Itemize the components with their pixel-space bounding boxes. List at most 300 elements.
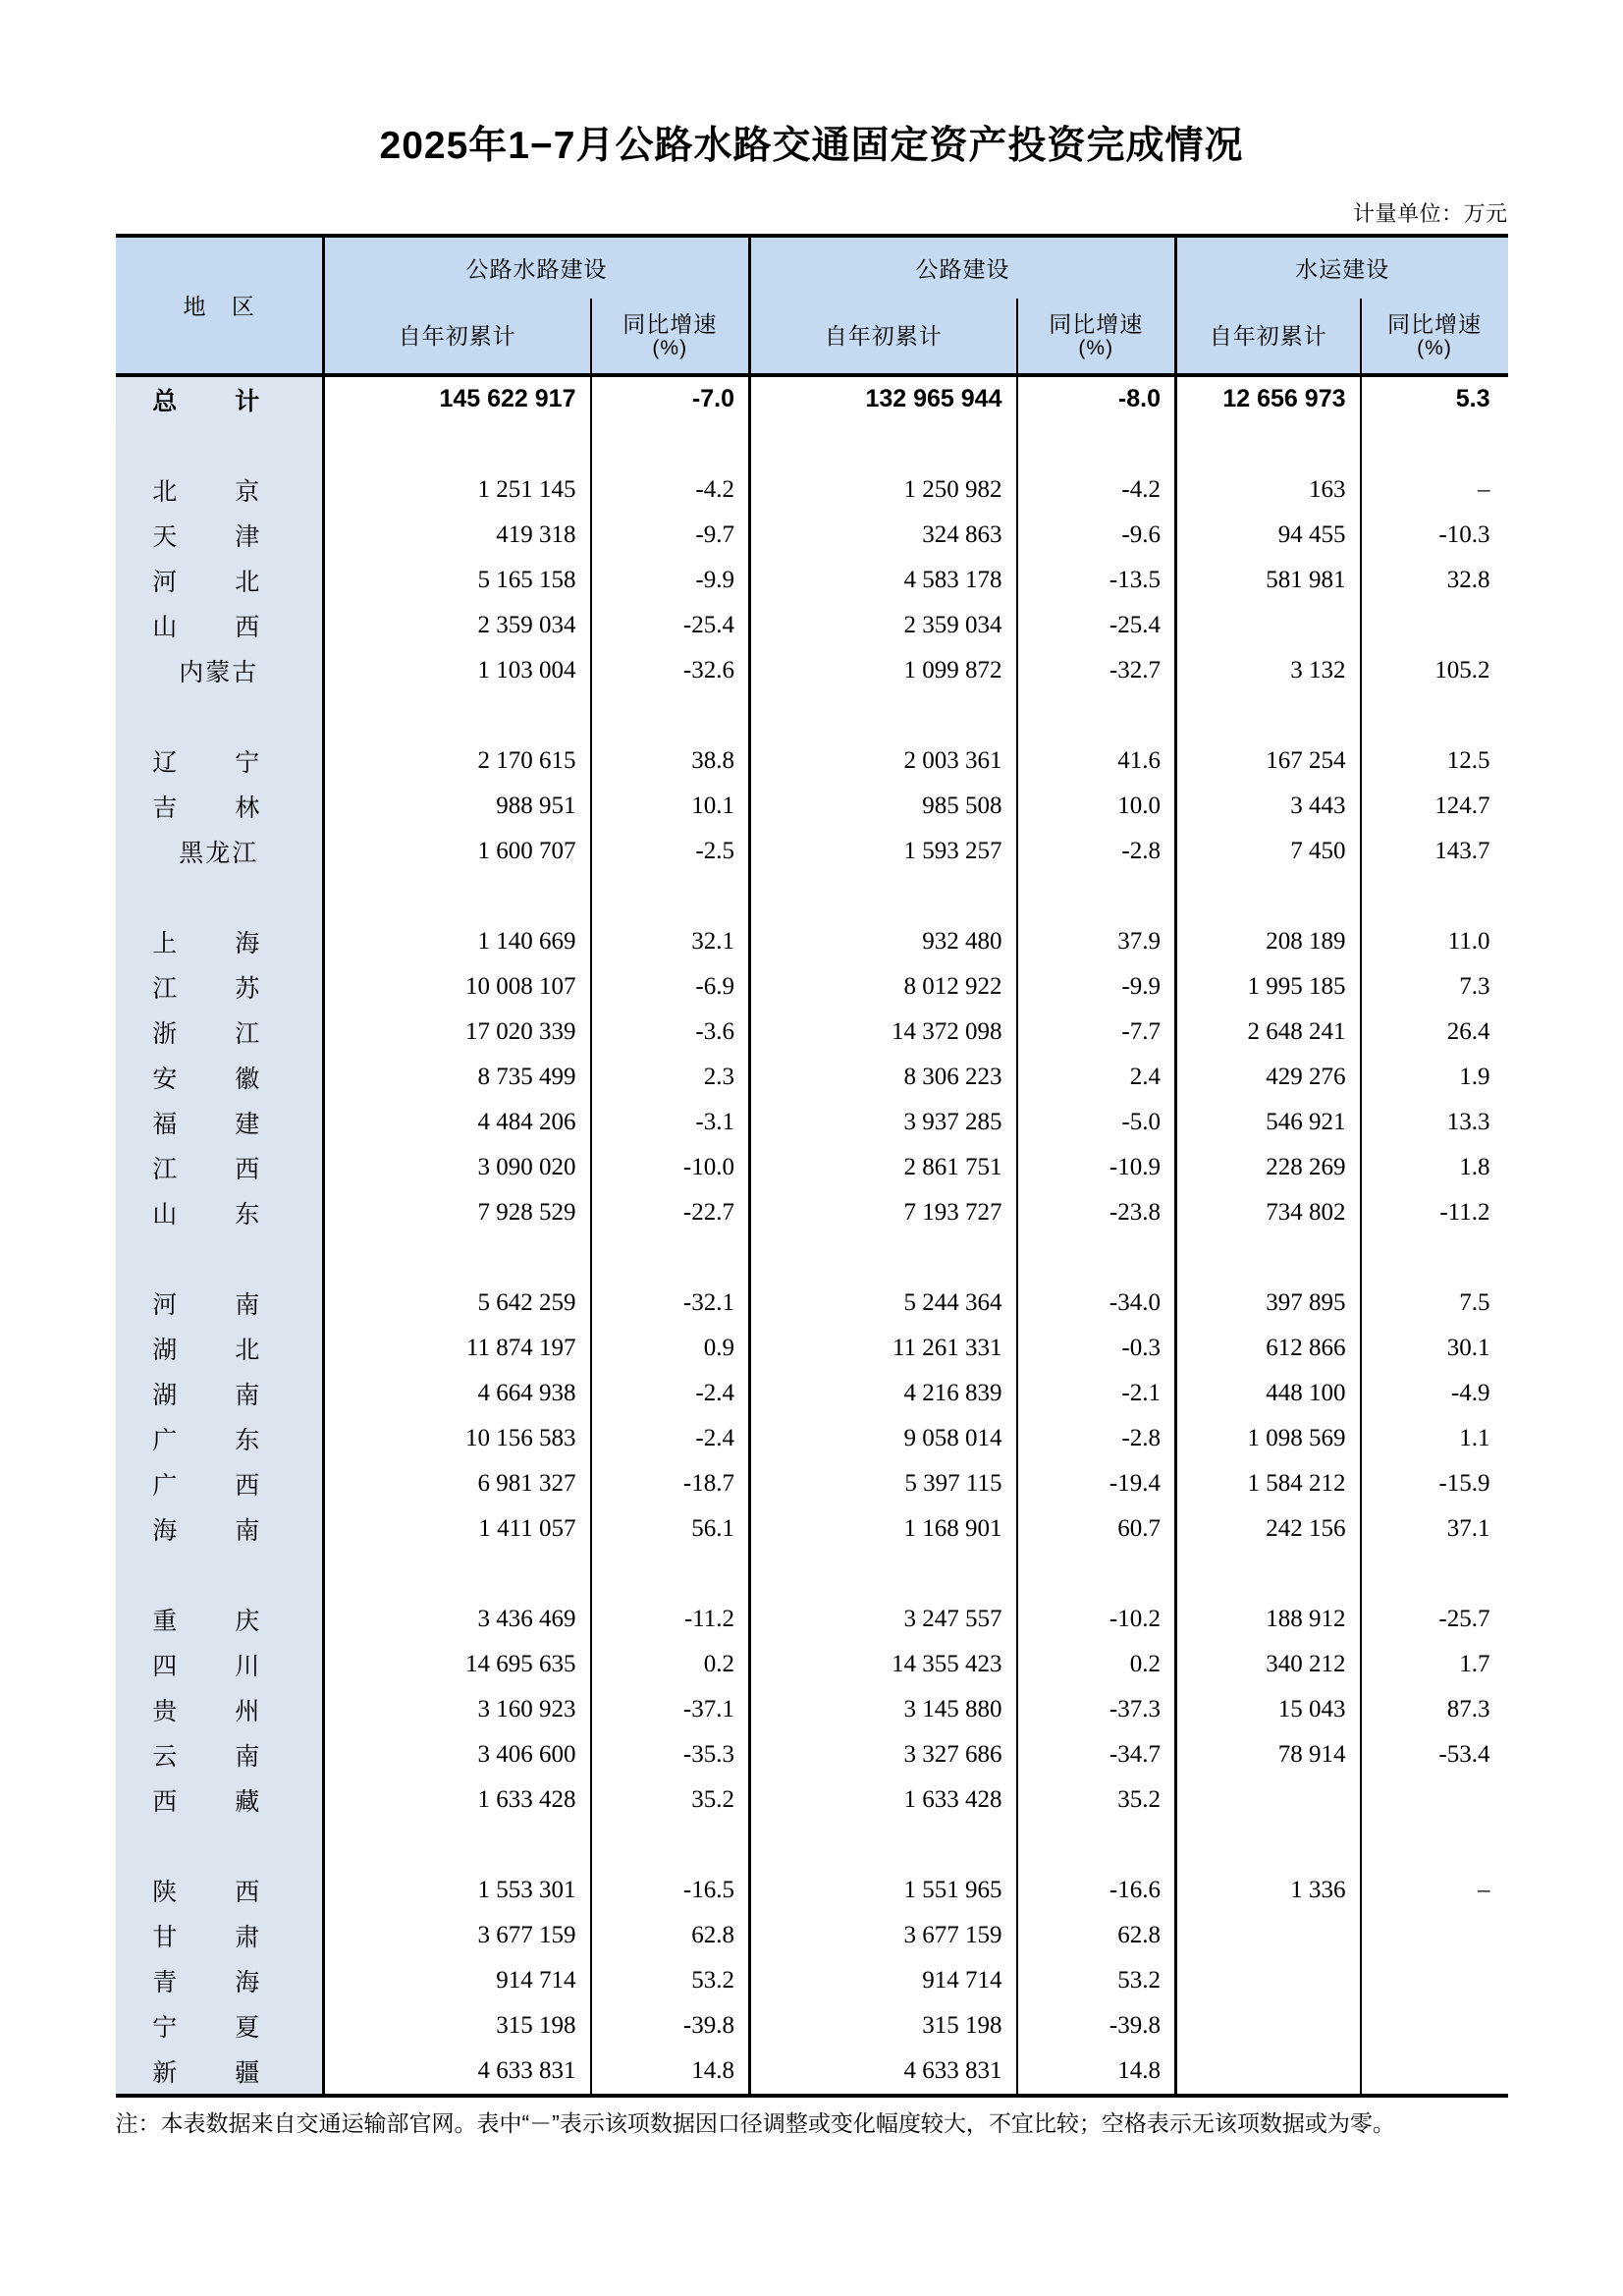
cell-hw-cumulative: 988 951: [324, 784, 591, 829]
table-row: [116, 919, 1508, 964]
table-row: [116, 1010, 1508, 1055]
cell-hw-growth: -3.1: [591, 1100, 750, 1145]
cell-wt-growth: 105.2: [1434, 656, 1490, 683]
cell-hy-growth: -25.4: [1017, 603, 1176, 648]
cell-hy-growth: 2.4: [1017, 1055, 1176, 1100]
cell-hw-growth: -39.8: [591, 2003, 750, 2049]
cell-hy-cumulative: 4 633 831: [750, 2049, 1017, 2096]
table-row: [116, 1506, 1508, 1552]
region-cell: [116, 2003, 324, 2049]
region-label: 贵 州: [152, 1697, 286, 1725]
cell-hw-growth: -11.2: [591, 1597, 750, 1642]
cell-hy-cumulative: 132 965 944: [750, 375, 1017, 422]
cell-hy-growth: -10.9: [1017, 1145, 1176, 1190]
cell-wt-cumulative: 15 043: [1176, 1687, 1361, 1732]
table-header: [116, 236, 1508, 375]
table-row: [116, 467, 1508, 513]
cell-hy-growth: -2.1: [1017, 1371, 1176, 1416]
table-row: [116, 603, 1508, 648]
cell-wt-growth: [1361, 1913, 1508, 1958]
cell-hw-growth: -4.2: [591, 467, 750, 513]
table-row: [116, 2049, 1508, 2096]
table-row: [116, 2003, 1508, 2049]
region-cell: [116, 1416, 324, 1461]
cell-hy-growth: 62.8: [1017, 1913, 1176, 1958]
region-cell: [116, 693, 324, 738]
region-cell: [116, 1597, 324, 1642]
region-label: 天 津: [152, 522, 286, 551]
cell-hw-cumulative: 14 695 635: [324, 1642, 591, 1687]
cell-wt-cumulative: 12 656 973: [1176, 375, 1361, 422]
cell-wt-growth: 30.1: [1446, 1334, 1490, 1361]
region-cell: [116, 1326, 324, 1371]
cell-hw-cumulative: 315 198: [324, 2003, 591, 2049]
spacer-cell: [324, 693, 591, 738]
spacer-cell: [1176, 693, 1361, 738]
spacer-cell: [1176, 422, 1361, 467]
cell-hw-growth: -16.5: [591, 1868, 750, 1913]
region-cell: [116, 1055, 324, 1100]
spacer-cell: [324, 1552, 591, 1597]
spacer-cell: [591, 1552, 750, 1597]
region-cell: [116, 738, 324, 784]
cell-wt-cumulative: 429 276: [1176, 1055, 1361, 1100]
region-cell: [116, 1642, 324, 1687]
table-row: [116, 829, 1508, 874]
cell-hy-cumulative: 3 145 880: [750, 1687, 1017, 1732]
group-header-waterway: 水运建设: [1176, 236, 1508, 299]
cell-hy-growth: -5.0: [1017, 1100, 1176, 1145]
cell-hw-growth: 14.8: [591, 2049, 750, 2096]
cell-wt-growth: –: [1478, 1876, 1490, 1903]
subheader-wt-growth-label: 同比增速: [1387, 310, 1482, 337]
cell-hy-growth: -10.2: [1017, 1597, 1176, 1642]
cell-hy-growth: 60.7: [1017, 1506, 1176, 1552]
subheader-hy-growth: [1017, 299, 1176, 375]
cell-hy-cumulative: 2 359 034: [750, 603, 1017, 648]
cell-hw-growth: 0.9: [591, 1326, 750, 1371]
cell-hw-growth: -25.4: [591, 603, 750, 648]
region-label: 内蒙古: [179, 658, 259, 686]
cell-wt-cumulative: 1 584 212: [1176, 1461, 1361, 1506]
subheader-wt-growth-unit: (%): [1417, 337, 1452, 360]
cell-hy-growth: 14.8: [1017, 2049, 1176, 2096]
table-row: [116, 964, 1508, 1010]
cell-hw-growth: -6.9: [591, 964, 750, 1010]
subheader-hy-growth-label: 同比增速: [1049, 310, 1144, 337]
cell-hw-cumulative: 17 020 339: [324, 1010, 591, 1055]
cell-hw-cumulative: 3 677 159: [324, 1913, 591, 1958]
cell-hy-growth: 53.2: [1017, 1958, 1176, 2003]
cell-hw-cumulative: 4 484 206: [324, 1100, 591, 1145]
spacer-cell: [591, 693, 750, 738]
spacer-row: [116, 1823, 1508, 1868]
cell-hw-cumulative: 145 622 917: [324, 375, 591, 422]
cell-wt-cumulative: 78 914: [1176, 1732, 1361, 1777]
spacer-cell: [750, 1235, 1017, 1281]
cell-wt-cumulative: 2 648 241: [1176, 1010, 1361, 1055]
cell-hy-cumulative: 1 250 982: [750, 467, 1017, 513]
table-row: [116, 738, 1508, 784]
cell-wt-growth: –: [1478, 475, 1490, 503]
cell-wt-cumulative: 163: [1176, 467, 1361, 513]
spacer-cell: [1176, 1823, 1361, 1868]
cell-hy-growth: -8.0: [1017, 375, 1176, 422]
cell-hw-growth: 38.8: [591, 738, 750, 784]
cell-hy-growth: -0.3: [1017, 1326, 1176, 1371]
region-label: 青 海: [152, 1968, 286, 1996]
cell-hy-growth: 37.9: [1017, 919, 1176, 964]
spacer-cell: [1017, 422, 1176, 467]
region-label: 北 京: [152, 477, 286, 506]
cell-hy-cumulative: 4 583 178: [750, 558, 1017, 603]
cell-wt-growth: 5.3: [1361, 375, 1508, 422]
cell-hw-growth: -7.0: [591, 375, 750, 422]
cell-wt-growth: [1361, 603, 1508, 648]
cell-hy-growth: -34.7: [1017, 1732, 1176, 1777]
spacer-cell: [1361, 693, 1508, 738]
spacer-cell: [1361, 874, 1508, 919]
region-label: 甘 肃: [152, 1923, 286, 1951]
subheader-wt-cumulative: 自年初累计: [1176, 299, 1361, 375]
cell-hy-cumulative: 1 168 901: [750, 1506, 1017, 1552]
table-row: [116, 1913, 1508, 1958]
region-label: 陕 西: [152, 1878, 286, 1906]
region-cell: [116, 558, 324, 603]
table-row: [116, 784, 1508, 829]
cell-hw-cumulative: 10 156 583: [324, 1416, 591, 1461]
cell-wt-growth: 1.1: [1459, 1424, 1490, 1451]
cell-hw-cumulative: 1 140 669: [324, 919, 591, 964]
subheader-hw-growth-label: 同比增速: [622, 310, 718, 337]
cell-wt-growth: [1361, 1777, 1508, 1823]
spacer-cell: [1361, 422, 1508, 467]
cell-hy-cumulative: 5 244 364: [750, 1281, 1017, 1326]
region-label: 吉 林: [152, 793, 286, 822]
region-label: 安 徽: [152, 1065, 286, 1093]
cell-hy-cumulative: 5 397 115: [750, 1461, 1017, 1506]
cell-hw-cumulative: 3 160 923: [324, 1687, 591, 1732]
cell-wt-growth: 124.7: [1434, 792, 1490, 819]
cell-wt-cumulative: 1 336: [1176, 1868, 1361, 1913]
subheader-hy-cumulative: 自年初累计: [750, 299, 1017, 375]
spacer-cell: [1361, 1552, 1508, 1597]
region-cell: [116, 1958, 324, 2003]
subheader-hw-cumulative: 自年初累计: [324, 299, 591, 375]
cell-wt-cumulative: [1176, 1777, 1361, 1823]
region-label: 山 东: [152, 1200, 286, 1229]
cell-wt-growth: 13.3: [1446, 1108, 1490, 1135]
cell-hy-growth: -9.6: [1017, 513, 1176, 558]
cell-hw-cumulative: 914 714: [324, 1958, 591, 2003]
region-cell: [116, 964, 324, 1010]
spacer-cell: [324, 1235, 591, 1281]
cell-hy-cumulative: 914 714: [750, 1958, 1017, 2003]
region-cell: [116, 874, 324, 919]
cell-hy-growth: -2.8: [1017, 1416, 1176, 1461]
cell-wt-growth: -4.9: [1450, 1379, 1490, 1406]
table-row: [116, 1055, 1508, 1100]
cell-hw-growth: 35.2: [591, 1777, 750, 1823]
region-cell: [116, 513, 324, 558]
region-cell: [116, 1732, 324, 1777]
table-row: [116, 648, 1508, 693]
table-row: [116, 375, 1508, 422]
spacer-cell: [324, 874, 591, 919]
cell-hw-growth: -2.4: [591, 1416, 750, 1461]
region-label: 宁 夏: [152, 2013, 286, 2042]
cell-hy-growth: -13.5: [1017, 558, 1176, 603]
table-row: [116, 558, 1508, 603]
cell-hy-cumulative: 11 261 331: [750, 1326, 1017, 1371]
cell-hw-growth: -9.9: [591, 558, 750, 603]
cell-hy-cumulative: 14 372 098: [750, 1010, 1017, 1055]
cell-wt-growth: 87.3: [1446, 1695, 1490, 1722]
region-cell: [116, 1461, 324, 1506]
cell-wt-growth: -15.9: [1438, 1469, 1490, 1497]
spacer-cell: [1017, 693, 1176, 738]
spacer-cell: [591, 874, 750, 919]
cell-hy-cumulative: 9 058 014: [750, 1416, 1017, 1461]
cell-hy-cumulative: 985 508: [750, 784, 1017, 829]
region-label: 重 庆: [152, 1607, 286, 1635]
region-label: 山 西: [152, 613, 286, 641]
region-label: 四 川: [152, 1652, 286, 1680]
region-label: 辽 宁: [152, 748, 286, 777]
cell-wt-growth: 11.0: [1447, 927, 1490, 955]
group-header-highway: 公路建设: [750, 236, 1176, 299]
table-footnote: 注：本表数据来自交通运输部官网。表中“－”表示该项数据因口径调整或变化幅度较大，不宜比较；空格表示无该项数据或为零。: [115, 2109, 1395, 2136]
table-row: [116, 1281, 1508, 1326]
cell-hw-cumulative: 3 436 469: [324, 1597, 591, 1642]
cell-hw-growth: -37.1: [591, 1687, 750, 1732]
spacer-row: [116, 422, 1508, 467]
spacer-cell: [1017, 1552, 1176, 1597]
cell-wt-cumulative: 1 098 569: [1176, 1416, 1361, 1461]
cell-hy-growth: -9.9: [1017, 964, 1176, 1010]
cell-hy-growth: -19.4: [1017, 1461, 1176, 1506]
cell-hw-cumulative: 5 165 158: [324, 558, 591, 603]
cell-hw-cumulative: 1 553 301: [324, 1868, 591, 1913]
region-cell: [116, 1687, 324, 1732]
region-label: 广 西: [152, 1471, 286, 1500]
cell-wt-growth: [1361, 2003, 1508, 2049]
cell-wt-cumulative: 94 455: [1176, 513, 1361, 558]
region-cell: [116, 1823, 324, 1868]
region-label: 西 藏: [152, 1787, 286, 1816]
cell-wt-cumulative: 448 100: [1176, 1371, 1361, 1416]
cell-wt-growth: 1.8: [1459, 1153, 1490, 1180]
cell-hw-cumulative: 2 170 615: [324, 738, 591, 784]
cell-hy-growth: 41.6: [1017, 738, 1176, 784]
table-row: [116, 1642, 1508, 1687]
unit-label: 计量单位：万元: [1352, 200, 1508, 226]
spacer-cell: [1176, 1552, 1361, 1597]
cell-hy-cumulative: 315 198: [750, 2003, 1017, 2049]
subheader-hw-growth-unit: (%): [652, 337, 688, 360]
cell-hy-cumulative: 8 306 223: [750, 1055, 1017, 1100]
region-label: 新 疆: [152, 2058, 286, 2087]
spacer-row: [116, 874, 1508, 919]
cell-hw-growth: -2.5: [591, 829, 750, 874]
table-row: [116, 1958, 1508, 2003]
cell-hw-cumulative: 8 735 499: [324, 1055, 591, 1100]
cell-wt-cumulative: 340 212: [1176, 1642, 1361, 1687]
cell-hy-growth: -37.3: [1017, 1687, 1176, 1732]
cell-wt-growth: 12.5: [1446, 746, 1490, 774]
cell-hw-growth: -9.7: [591, 513, 750, 558]
cell-hy-cumulative: 8 012 922: [750, 964, 1017, 1010]
region-cell: [116, 1552, 324, 1597]
region-cell: [116, 648, 324, 693]
cell-hy-growth: -32.7: [1017, 648, 1176, 693]
region-cell: [116, 1235, 324, 1281]
cell-wt-growth: 37.1: [1446, 1514, 1490, 1542]
region-cell: [116, 1010, 324, 1055]
region-label: 河 北: [152, 568, 286, 596]
spacer-cell: [1176, 874, 1361, 919]
cell-wt-cumulative: 167 254: [1176, 738, 1361, 784]
cell-hy-growth: 10.0: [1017, 784, 1176, 829]
cell-wt-growth: 7.5: [1459, 1288, 1490, 1316]
table-row: [116, 1868, 1508, 1913]
table-row: [116, 513, 1508, 558]
spacer-row: [116, 693, 1508, 738]
cell-wt-growth: -11.2: [1439, 1198, 1490, 1226]
cell-hy-growth: -39.8: [1017, 2003, 1176, 2049]
cell-hw-growth: 10.1: [591, 784, 750, 829]
table-row: [116, 1416, 1508, 1461]
cell-wt-cumulative: [1176, 2049, 1361, 2096]
subheader-hy-growth-unit: (%): [1078, 337, 1114, 360]
cell-hy-cumulative: 3 247 557: [750, 1597, 1017, 1642]
cell-hw-growth: -3.6: [591, 1010, 750, 1055]
cell-hy-growth: -2.8: [1017, 829, 1176, 874]
cell-hy-cumulative: 3 677 159: [750, 1913, 1017, 1958]
cell-hw-growth: 56.1: [591, 1506, 750, 1552]
cell-hw-cumulative: 3 090 020: [324, 1145, 591, 1190]
cell-hw-growth: -2.4: [591, 1371, 750, 1416]
cell-hy-growth: -4.2: [1017, 467, 1176, 513]
spacer-cell: [750, 422, 1017, 467]
subheader-wt-growth: [1361, 299, 1508, 375]
region-label: 江 西: [152, 1155, 286, 1183]
cell-hw-cumulative: 11 874 197: [324, 1326, 591, 1371]
spacer-cell: [750, 1552, 1017, 1597]
cell-hy-growth: -7.7: [1017, 1010, 1176, 1055]
cell-hw-cumulative: 1 251 145: [324, 467, 591, 513]
table-row: [116, 1777, 1508, 1823]
region-label: 黑龙江: [179, 839, 259, 867]
cell-hw-cumulative: 419 318: [324, 513, 591, 558]
cell-hy-cumulative: 1 099 872: [750, 648, 1017, 693]
spacer-row: [116, 1552, 1508, 1597]
spacer-cell: [591, 422, 750, 467]
region-label: 总 计: [152, 387, 286, 415]
cell-wt-cumulative: 3 132: [1176, 648, 1361, 693]
cell-hw-cumulative: 4 664 938: [324, 1371, 591, 1416]
cell-hy-growth: -23.8: [1017, 1190, 1176, 1235]
cell-hw-cumulative: 1 633 428: [324, 1777, 591, 1823]
table-row: [116, 1732, 1508, 1777]
region-label: 浙 江: [152, 1019, 286, 1048]
cell-hw-growth: -32.1: [591, 1281, 750, 1326]
region-cell: [116, 1190, 324, 1235]
cell-hw-cumulative: 6 981 327: [324, 1461, 591, 1506]
region-cell: [116, 603, 324, 648]
cell-hw-growth: 0.2: [591, 1642, 750, 1687]
spacer-cell: [1017, 1235, 1176, 1281]
cell-hw-growth: 53.2: [591, 1958, 750, 2003]
region-cell: [116, 1868, 324, 1913]
cell-wt-cumulative: 208 189: [1176, 919, 1361, 964]
region-cell: [116, 1281, 324, 1326]
table-row: [116, 1371, 1508, 1416]
cell-hw-cumulative: 3 406 600: [324, 1732, 591, 1777]
cell-hw-growth: -10.0: [591, 1145, 750, 1190]
cell-wt-growth: [1361, 2049, 1508, 2096]
cell-hw-growth: 62.8: [591, 1913, 750, 1958]
investment-table: [116, 234, 1508, 2098]
cell-hy-cumulative: 1 551 965: [750, 1868, 1017, 1913]
cell-hw-cumulative: 4 633 831: [324, 2049, 591, 2096]
spacer-cell: [324, 1823, 591, 1868]
spacer-row: [116, 1235, 1508, 1281]
cell-hy-growth: -16.6: [1017, 1868, 1176, 1913]
region-label: 云 南: [152, 1742, 286, 1771]
cell-hy-cumulative: 3 937 285: [750, 1100, 1017, 1145]
cell-hw-growth: -18.7: [591, 1461, 750, 1506]
region-label: 湖 南: [152, 1381, 286, 1409]
region-cell: [116, 1506, 324, 1552]
region-label: 湖 北: [152, 1336, 286, 1364]
region-cell: [116, 1913, 324, 1958]
cell-hw-cumulative: 10 008 107: [324, 964, 591, 1010]
table-body: [116, 375, 1508, 2096]
region-cell: [116, 919, 324, 964]
cell-wt-cumulative: 397 895: [1176, 1281, 1361, 1326]
spacer-cell: [750, 1823, 1017, 1868]
cell-hw-growth: 2.3: [591, 1055, 750, 1100]
table-row: [116, 1190, 1508, 1235]
cell-wt-cumulative: 546 921: [1176, 1100, 1361, 1145]
table-row: [116, 1461, 1508, 1506]
cell-hy-cumulative: 1 633 428: [750, 1777, 1017, 1823]
page-title: 2025年1−7月公路水路交通固定资产投资完成情况: [379, 125, 1244, 167]
cell-wt-growth: 26.4: [1446, 1017, 1490, 1045]
cell-wt-cumulative: 581 981: [1176, 558, 1361, 603]
spacer-cell: [1361, 1235, 1508, 1281]
group-header-highway-waterway: 公路水路建设: [324, 236, 750, 299]
spacer-cell: [1176, 1235, 1361, 1281]
cell-hy-cumulative: 932 480: [750, 919, 1017, 964]
spacer-cell: [1361, 1823, 1508, 1868]
cell-hw-cumulative: 1 600 707: [324, 829, 591, 874]
cell-wt-cumulative: 242 156: [1176, 1506, 1361, 1552]
table-row: [116, 1100, 1508, 1145]
table-row: [116, 1687, 1508, 1732]
region-cell: [116, 1371, 324, 1416]
table-row: [116, 1326, 1508, 1371]
region-cell: [116, 1100, 324, 1145]
region-cell: [116, 1145, 324, 1190]
region-cell: [116, 784, 324, 829]
cell-hw-cumulative: 1 411 057: [324, 1506, 591, 1552]
region-label: 上 海: [152, 929, 286, 957]
cell-hw-growth: -35.3: [591, 1732, 750, 1777]
cell-wt-growth: 1.7: [1459, 1650, 1490, 1677]
region-cell: [116, 375, 324, 422]
